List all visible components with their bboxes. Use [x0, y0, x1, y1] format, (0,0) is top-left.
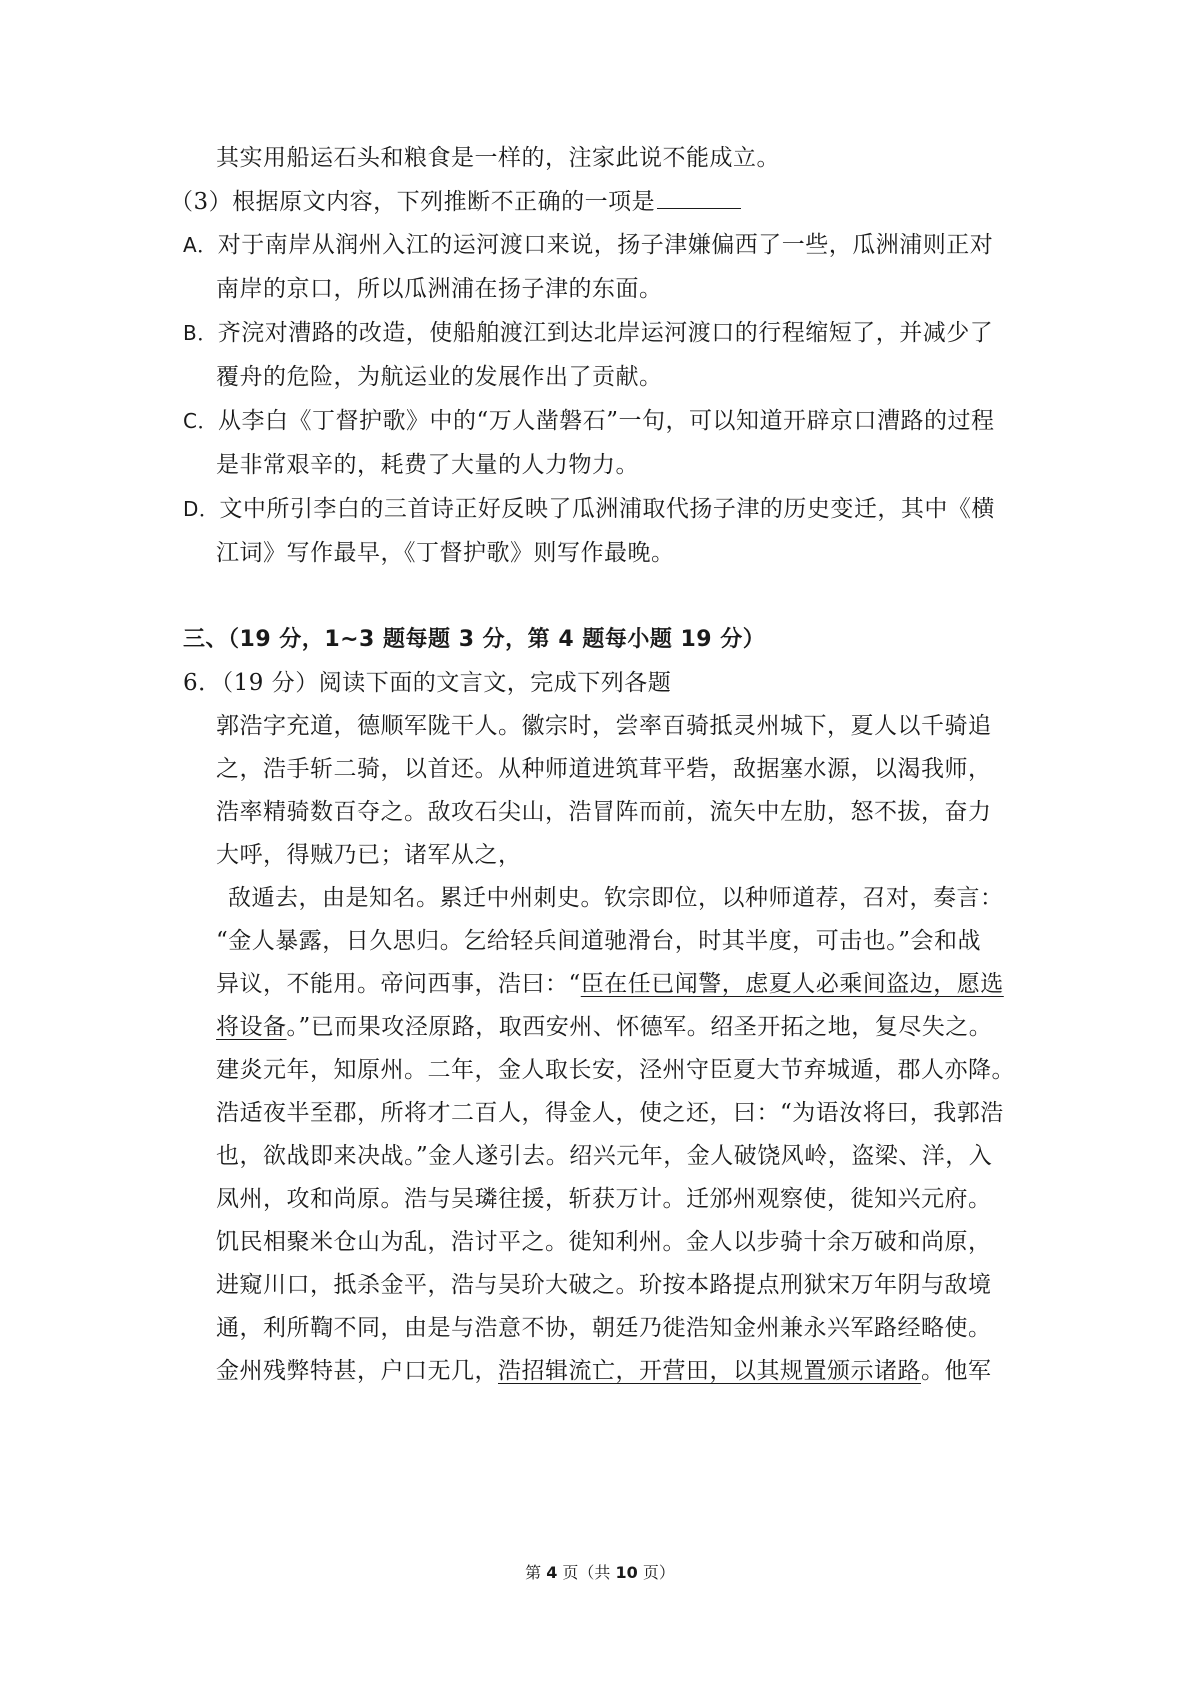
page-footer: 第 4 页（共 10 页）: [525, 1563, 675, 1582]
passage-line: 大呼，得贼乃已；诸军从之，: [216, 842, 522, 868]
passage-line: “金人暴露，日久思归。乞给轻兵间道驰滑台，时其半度，可击也。”会和战: [216, 928, 982, 954]
passage-line: 建炎元年，知原州。二年，金人取长安，泾州守臣夏大节弃城遁，郡人亦降。: [216, 1057, 1015, 1083]
option-d-line2: 江词》写作最早，《丁督护歌》则写作最晚。: [216, 540, 675, 566]
section-heading: 三、（19 分，1~3 题每题 3 分，第 4 题每小题 19 分）: [183, 627, 766, 652]
passage-line: 异议，不能用。帝问西事，浩曰：“臣在任已闻警，虑夏人必乘间盗边，愿选: [216, 971, 1004, 997]
option-c-line1: C．从李白《丁督护歌》中的“万人凿磐石”一句，可以知道开辟京口漕路的过程: [183, 408, 995, 434]
underlined-sentence: 臣在任已闻警，虑夏人必乘间盗边，愿选: [580, 971, 1004, 997]
passage-line: 将设备。”已而果攻泾原路，取西安州、怀德军。绍圣开拓之地，复尽失之。: [216, 1014, 993, 1040]
option-a-line1: A．对于南岸从润州入江的运河渡口来说，扬子津嫌偏西了一些，瓜洲浦则正对: [183, 232, 994, 258]
passage-line: 也，欲战即来决战。”金人遂引去。绍兴元年，金人破饶风岭，盗梁、洋，入: [216, 1143, 993, 1169]
underlined-sentence: 将设备: [216, 1014, 287, 1040]
paragraph-line: 其实用船运石头和粮食是一样的，注家此说不能成立。: [216, 145, 780, 171]
passage-line: 郭浩字充道，德顺军陇干人。徽宗时，尝率百骑抵灵州城下，夏人以千骑追: [216, 713, 992, 739]
answer-blank: [657, 186, 741, 209]
passage-line: 饥民相聚米仓山为乱，浩讨平之。徙知利州。金人以步骑十余万破和尚原，: [216, 1229, 992, 1255]
underlined-sentence: 浩招辑流亡，开营田，以其规置颁示诸路: [498, 1358, 921, 1384]
option-b-line2: 覆舟的危险，为航运业的发展作出了贡献。: [216, 364, 663, 390]
option-c-line2: 是非常艰辛的，耗费了大量的人力物力。: [216, 452, 639, 478]
option-b-line1: B．齐浣对漕路的改造，使船舶渡江到达北岸运河渡口的行程缩短了，并减少了: [183, 320, 994, 346]
passage-line: 通，利所鞫不同，由是与浩意不协，朝廷乃徙浩知金州兼永兴军路经略使。: [216, 1315, 992, 1341]
passage-line: 浩率精骑数百夺之。敌攻石尖山，浩冒阵而前，流矢中左肋，怒不拔，奋力: [216, 799, 992, 825]
passage-line: 进窥川口，抵杀金平，浩与吴玠大破之。玠按本路提点刑狱宋万年阴与敌境: [216, 1272, 992, 1298]
passage-line: 金州残弊特甚，户口无几，浩招辑流亡，开营田，以其规置颁示诸路。他军: [216, 1358, 992, 1384]
question-3-stem: （3）根据原文内容，下列推断不正确的一项是: [170, 186, 741, 217]
question-6-header: 6．（19 分）阅读下面的文言文，完成下列各题: [183, 670, 672, 696]
passage-line: 之，浩手斩二骑，以首还。从种师道进筑茸平砦，敌据塞水源，以渴我师，: [216, 756, 992, 782]
passage-line: 浩适夜半至郡，所将才二百人，得金人，使之还，曰：“为语汝将曰，我郭浩: [216, 1100, 1004, 1126]
option-d-line1: D．文中所引李白的三首诗正好反映了瓜洲浦取代扬子津的历史变迁，其中《横: [183, 496, 995, 522]
passage-line: 敌遁去，由是知名。累迁中州刺史。钦宗即位，以种师道荐，召对，奏言：: [228, 885, 1004, 911]
passage-line: 凤州，攻和尚原。浩与吴璘往援，斩获万计。迁邠州观察使，徙知兴元府。: [216, 1186, 992, 1212]
option-a-line2: 南岸的京口，所以瓜洲浦在扬子津的东面。: [216, 276, 663, 302]
